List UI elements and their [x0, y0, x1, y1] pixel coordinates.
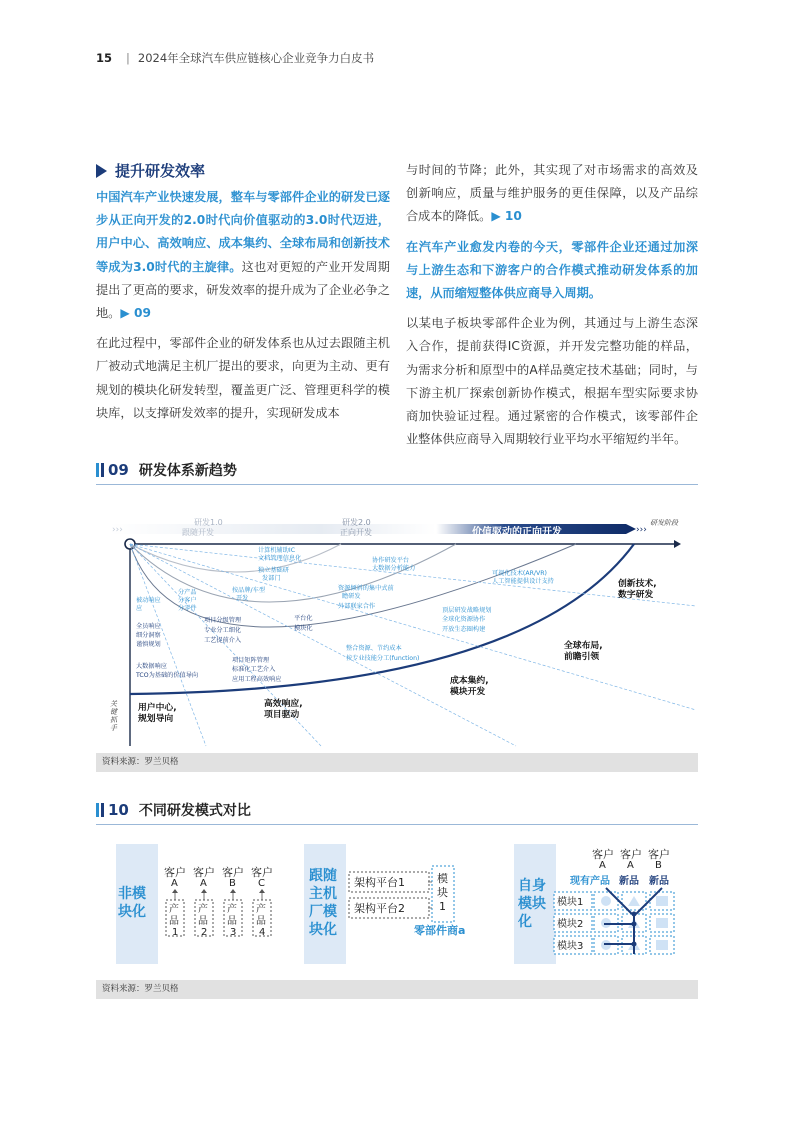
header-separator: | — [126, 51, 130, 65]
trend-items-dark — [135, 614, 313, 683]
svg-text:大数据分析能力: 大数据分析能力 — [372, 565, 416, 572]
svg-text:计算机辅助IC: 计算机辅助IC — [258, 547, 296, 554]
figure-ref-10[interactable]: ▶ 10 — [491, 209, 522, 224]
new-product-2-label: 新品 — [649, 876, 669, 887]
page-number: 15 — [96, 51, 113, 65]
svg-text:项目矩阵管理: 项目矩阵管理 — [232, 657, 270, 664]
document-title: 2024年全球汽车供应链核心企业竞争力白皮书 — [137, 51, 375, 65]
customer-label: 客户 — [222, 866, 244, 879]
svg-text:协作研发平台: 协作研发平台 — [372, 557, 410, 564]
svg-text:顶层研发战略规划: 顶层研发战略规划 — [442, 607, 492, 614]
svg-text:开放生态圈构建: 开放生态圈构建 — [442, 626, 486, 633]
svg-text:谨慎规划: 谨慎规划 — [136, 641, 161, 648]
svg-text:整合资源、节约成本: 整合资源、节约成本 — [346, 645, 402, 652]
svg-text:品: 品 — [227, 916, 237, 927]
svg-text:独立基础研: 独立基础研 — [258, 567, 289, 574]
customer-label: 客户 — [164, 866, 186, 879]
platform-1-label: 架构平台1 — [354, 876, 405, 889]
stage-2-label: 研发2.0 — [342, 518, 371, 527]
left-paragraph-2: 在此过程中，零部件企业的研发体系也从过去跟随主机厂被动式地满足主机厂提出的要求，向更为主动、更有规划的模块化研发转型，覆盖更广泛、管理更科学的模块库，以支撑研发效率的提升，实现研发成本 — [96, 336, 390, 420]
right-paragraph-1: 与时间的节降；此外，其实现了对市场需求的高效及创新响应，质量与维护服务的更佳保障，以及产品综合成本的降低。▶ 10 — [406, 163, 698, 224]
left-paragraph-1: 中国汽车产业快速发展，整车与零部件企业的研发已逐步从正向开发的2.0时代向价值驱动的3.0时代迈进，用户中心、高效响应、成本集约、全球布局和创新技术等成为3.0时代的主旋律。这也对更短的产业开发周期提出了更高的要求，研发效率的提升成为了企业必争之地。▶ 09 — [96, 190, 390, 321]
svg-text:按品牌/车型: 按品牌/车型 — [232, 587, 266, 594]
svg-text:创新技术,: 创新技术, — [618, 579, 657, 589]
figure-09-title: 09 研发体系新趋势 — [96, 460, 237, 480]
x-axis-arrow — [674, 540, 681, 548]
figure-10-diagram — [96, 836, 698, 974]
mode-3-label-c: 化 — [518, 914, 532, 930]
svg-text:工艺提前介入: 工艺提前介入 — [204, 637, 242, 644]
svg-text:3: 3 — [230, 927, 237, 938]
svg-text:标准化工艺介入: 标准化工艺介入 — [232, 666, 276, 673]
existing-product-label: 现有产品 — [570, 876, 610, 887]
module-label: 模块2 — [557, 919, 584, 930]
mode-3-label-b: 模块 — [518, 896, 546, 912]
customer-id: A — [171, 878, 178, 889]
stage-1-sub: 跟随开发 — [182, 528, 214, 537]
left-column — [96, 186, 390, 432]
band-chevrons: ››› — [112, 525, 123, 535]
svg-text:全球化资源协作: 全球化资源协作 — [442, 616, 486, 623]
mode-1-label-b: 块化 — [118, 904, 146, 920]
figure-10-rule — [96, 824, 698, 825]
svg-text:全球布局,: 全球布局, — [564, 641, 603, 651]
svg-text:TCO为基础的价值导向: TCO为基础的价值导向 — [136, 672, 199, 679]
customer-label: 客户 — [193, 866, 215, 879]
svg-text:产: 产 — [227, 904, 237, 915]
customer-id: C — [258, 878, 265, 889]
page-header — [96, 50, 374, 66]
svg-text:按专业技能分工(function): 按专业技能分工(function) — [346, 655, 420, 662]
svg-text:品: 品 — [256, 916, 266, 927]
svg-text:全员响应: 全员响应 — [136, 623, 161, 630]
svg-text:外部联家合作: 外部联家合作 — [338, 603, 376, 610]
svg-text:产: 产 — [198, 904, 208, 915]
svg-text:项目驱动: 项目驱动 — [264, 710, 300, 720]
svg-text:发部门: 发部门 — [262, 575, 281, 582]
svg-text:模块化: 模块化 — [294, 625, 313, 632]
figure-09-rule — [96, 484, 698, 485]
stage-2-sub: 正向开发 — [340, 528, 372, 537]
svg-text:高效响应,: 高效响应, — [264, 699, 303, 709]
svg-text:专业分工细化: 专业分工细化 — [204, 627, 242, 634]
svg-text:模: 模 — [437, 872, 448, 885]
mode-2-label-d: 块化 — [309, 922, 337, 938]
mode-3-label-a: 自身 — [518, 878, 546, 894]
svg-text:大数据响应: 大数据响应 — [136, 663, 167, 670]
svg-text:分客户: 分客户 — [178, 597, 197, 604]
figure-ref-09[interactable]: ▶ 09 — [120, 306, 151, 321]
figure-10-source: 资料来源：罗兰贝格 — [96, 980, 698, 999]
svg-text:2: 2 — [201, 927, 208, 938]
svg-text:人工智能提供设计支持: 人工智能提供设计支持 — [492, 578, 554, 585]
customer-id: A — [627, 860, 634, 871]
section-title: 提升研发效率 — [96, 160, 205, 181]
customer-id: A — [200, 878, 207, 889]
trend-items — [136, 546, 554, 662]
svg-text:品: 品 — [198, 916, 208, 927]
svg-text:分零件: 分零件 — [178, 605, 197, 612]
svg-text:平台化: 平台化 — [294, 615, 313, 622]
customer-label: 客户 — [648, 848, 670, 861]
svg-text:1: 1 — [172, 927, 179, 938]
curve-1 — [130, 544, 341, 572]
svg-text:模块开发: 模块开发 — [450, 687, 486, 697]
figure-09-diagram — [96, 510, 698, 750]
band-arrows: ››› — [636, 525, 647, 535]
svg-text:资源倾斜的集中式前: 资源倾斜的集中式前 — [338, 585, 394, 592]
svg-text:应: 应 — [136, 605, 143, 612]
svg-text:文档管理信息化: 文档管理信息化 — [258, 555, 302, 562]
svg-text:细分洞察: 细分洞察 — [136, 632, 161, 639]
svg-text:应用工程高效响应: 应用工程高效响应 — [232, 676, 282, 683]
axis-x-label: 研发阶段 — [650, 519, 678, 527]
svg-text:4: 4 — [259, 927, 266, 938]
svg-text:瞻研发: 瞻研发 — [342, 593, 361, 600]
svg-text:项目分级管理: 项目分级管理 — [204, 617, 242, 624]
customer-label: 客户 — [592, 848, 614, 861]
customer-group-1 — [164, 865, 273, 938]
mode-2-label-a: 跟随 — [309, 868, 337, 884]
svg-text:1: 1 — [439, 900, 446, 913]
mode-2-label-c: 厂模 — [309, 904, 337, 920]
mode-2-label-b: 主机 — [309, 886, 337, 902]
module-label: 模块3 — [557, 941, 584, 952]
right-column — [406, 159, 698, 458]
svg-text:品: 品 — [169, 916, 179, 927]
stage-3-sub: 价值驱动的正向开发 — [472, 527, 562, 538]
right-paragraph-2: 在汽车产业愈发内卷的今天，零部件企业还通过加深与上游生态和下游客户的合作模式推动研发体系的加速，从而缩短整体供应商导入周期。 — [406, 239, 698, 301]
svg-text:产: 产 — [169, 904, 179, 915]
svg-text:成本集约,: 成本集约, — [450, 676, 489, 686]
customer-id: A — [599, 860, 606, 871]
svg-text:开发: 开发 — [236, 595, 249, 602]
figure-09-source: 资料来源：罗兰贝格 — [96, 753, 698, 772]
right-paragraph-3: 以某电子板块零部件企业为例，其通过与上游生态深入合作，提前获得IC资源，并开发完整功能的样品，为需求分析和原型中的A样品奠定技术基础；同时，与下游主机厂探索创新协作模式，根据车型实际要求协商加快验证过程。通过紧密的合作模式，该零部件企业整体供应商导入周期较行业平均水平缩短约半年。 — [406, 316, 698, 447]
svg-text:数字研发: 数字研发 — [618, 590, 654, 600]
triangle-icon — [96, 164, 107, 178]
customer-label: 客户 — [251, 866, 273, 879]
customer-label: 客户 — [620, 848, 642, 861]
platform-2-label: 架构平台2 — [354, 902, 405, 915]
svg-text:可视化技术(AR/VR): 可视化技术(AR/VR) — [492, 570, 547, 577]
module-label: 模块1 — [557, 897, 584, 908]
customer-group-3 — [592, 847, 670, 871]
axis-y-label: 关键抓手 — [110, 700, 117, 732]
figure-10-title: 10 不同研发模式对比 — [96, 800, 251, 820]
svg-text:用户中心,: 用户中心, — [138, 703, 177, 713]
svg-text:被动响应: 被动响应 — [136, 597, 161, 604]
svg-text:产: 产 — [256, 904, 266, 915]
new-product-1-label: 新品 — [619, 876, 639, 887]
customer-id: B — [655, 860, 662, 871]
svg-text:规划导向: 规划导向 — [138, 714, 174, 724]
customer-id: B — [229, 878, 236, 889]
svg-text:前瞻引领: 前瞻引领 — [564, 652, 600, 662]
stage-3-label: 研发3.0 — [504, 513, 542, 524]
stage-1-label: 研发1.0 — [194, 518, 223, 527]
mode-1-label-a: 非模 — [118, 886, 146, 902]
svg-text:块: 块 — [437, 886, 448, 899]
supplier-label: 零部件商a — [414, 924, 466, 937]
svg-text:分产品: 分产品 — [178, 589, 197, 596]
